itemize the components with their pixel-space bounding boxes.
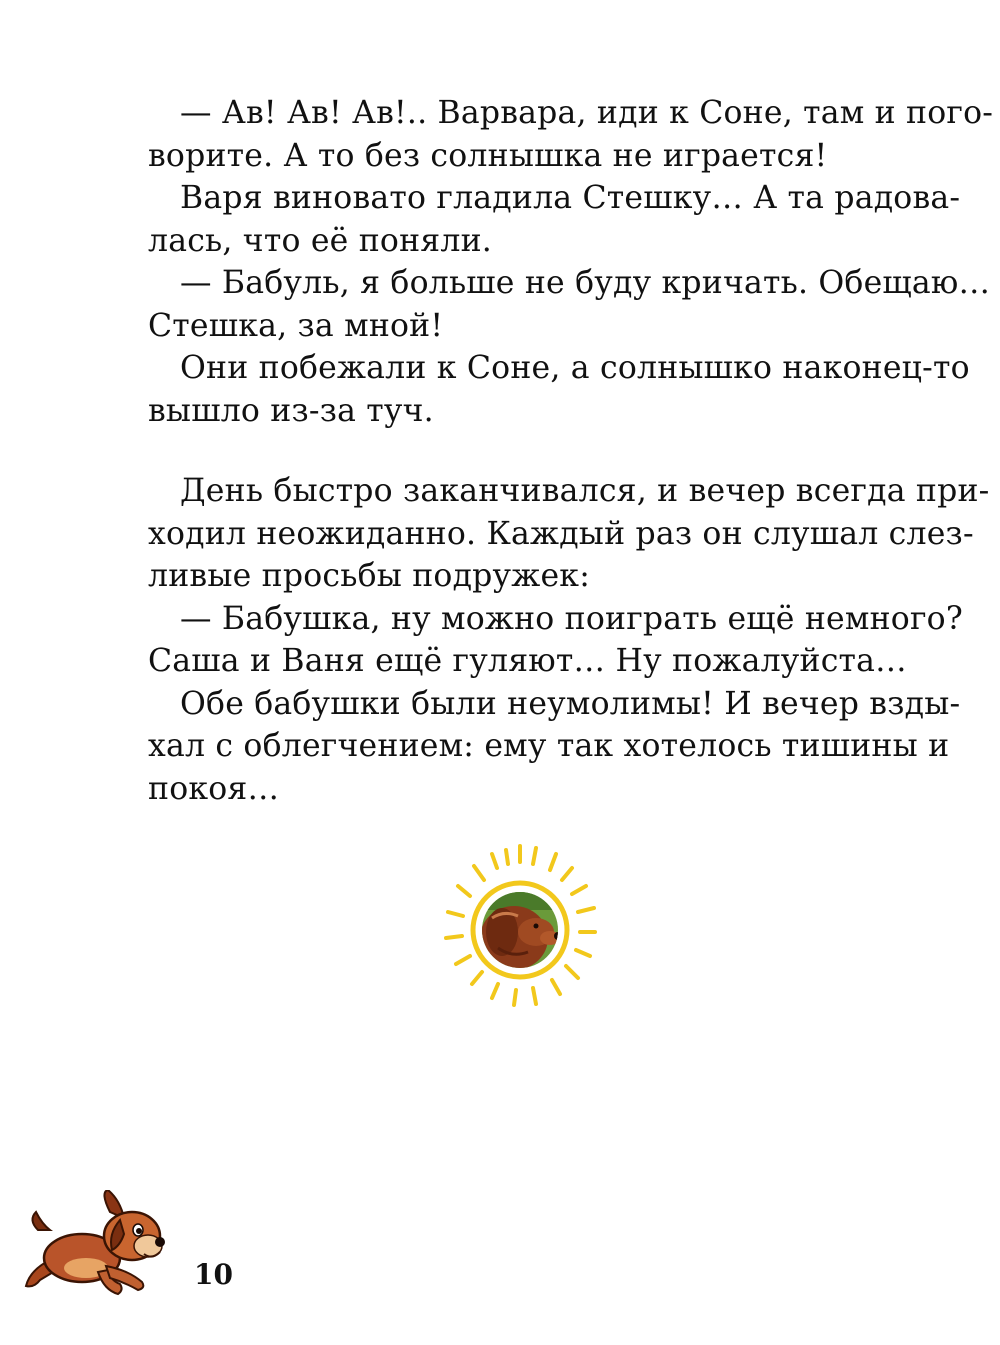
text-line: вышло из-за туч. (148, 392, 434, 429)
text-line: Обе бабушки были неумолимы! И вечер взды- (180, 685, 961, 722)
sun-illustration (432, 840, 607, 1015)
text-line: ливые просьбы подружек: (148, 558, 591, 594)
text-line: — Бабуль, я больше не буду кричать. Обещаю… (180, 265, 991, 301)
running-puppy-illustration (20, 1190, 170, 1315)
puppy (26, 1190, 165, 1294)
text-line: Варя виновато гладила Стешку… А та радова- (180, 180, 961, 216)
text-block-bottom (148, 470, 990, 810)
text-line: лась, что её поняли. (148, 222, 492, 259)
text-line: Стешка, за мной! (148, 307, 444, 344)
text-line: — Ав! Ав! Ав!.. Варвара, иди к Соне, там и пого- (180, 95, 994, 131)
text-line: ворите. А то без солнышка не играется! (148, 137, 828, 174)
text-line: День быстро заканчивался, и вечер всегда при- (180, 473, 990, 509)
text-line: ходил неожиданно. Каждый раз он слушал слез- (148, 515, 974, 552)
text-line: покоя… (148, 770, 280, 807)
text-block-top (148, 92, 994, 432)
text-line: Саша и Ваня ещё гуляют… Ну пожалуйста… (148, 643, 907, 679)
page-number: 10 (194, 1258, 233, 1291)
text-line: Они побежали к Соне, а солнышко наконец-то (180, 350, 970, 386)
text-line: — Бабушка, ну можно поиграть ещё немного? (180, 600, 963, 637)
text-line: хал с облегчением: ему так хотелось тишины и (148, 728, 950, 764)
